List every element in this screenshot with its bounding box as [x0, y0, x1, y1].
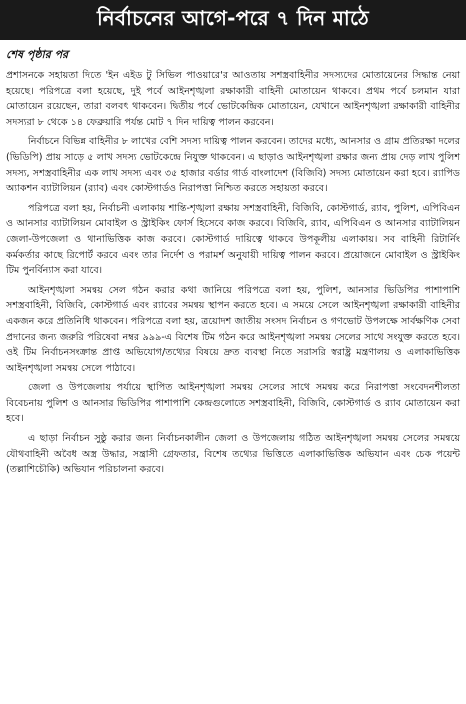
- headline-banner: [0, 0, 466, 40]
- paragraph: এ ছাড়া নির্বাচন সুষ্ঠু করার জন্য নির্বাচনকালীন জেলা ও উপজেলায় গঠিত আইনশৃঙ্খলা সমন্বয় সেলের সমন্বয়ে যৌথবাহিনী অবৈধ অস্ত্র উদ্ধার, সন্ত্রাসী গ্রেফতার, বিশেষ তথ্যের ভিত্তিতে এলাকাভিত্তিক অভিযান এবং চেক পয়েন্ট (তল্লাশিচৌকি) অভিযান পরিচালনা করবে।: [6, 433, 460, 476]
- continued-label: শেষ পৃষ্ঠার পর: [6, 48, 69, 61]
- paragraph: জেলা ও উপজেলায় পর্যায়ে স্থাপিত আইনশৃঙ্খলা সমন্বয় সেলের সাথে সমন্বয় করে নিরাপত্তা সংবেদনশীলতা বিবেচনায় পুলিশ ও আনসার ভিডিপির পাশাপাশি কেন্দ্রগুলোতে সশস্ত্রবাহিনী, বিজিবি, কোস্টগার্ড ও র‌্যাব মোতায়েন করা হবে।: [6, 382, 460, 425]
- article-body: [0, 40, 466, 478]
- paragraph: পরিপত্রে বলা হয়, নির্বাচনী এলাকায় শান্তি-শৃঙ্খলা রক্ষায় সশস্ত্রবাহিনী, বিজিবি, কোস্টগার্ড, র‌্যাব, পুলিশ, এপিবিএন ও আনসার ব্যাটালিয়ন মোবাইল ও স্ট্রাইকিং ফোর্স হিসেবে কাজ করবে। বিজিবি, র‌্যাব, এপিবিএন ও আনসার ব্যাটালিয়ন জেলা-উপজেলা ও থানাভিত্তিক কাজ করবে। কোস্টগার্ড দায়িত্বে থাকবে উপকূলীয় এলাকায়। সব বাহিনী রিটার্নিং কর্মকর্তার কাছে রিপোর্ট করবে এবং তার নির্দেশ ও পরামর্শ অনুযায়ী দায়িত্ব পালন করবে। প্রয়োজনে মোবাইল ও স্ট্রাইকিং টিম পুনর্বিন্যাস করা যাবে।: [6, 202, 460, 277]
- headline: নির্বাচনের আগে-পরে ৭ দিন মাঠে: [96, 5, 370, 30]
- paragraph: আইনশৃঙ্খলা সমন্বয় সেল গঠন করার কথা জানিয়ে পরিপত্রে বলা হয়, পুলিশ, আনসার ভিডিপির পাশাপাশি সশস্ত্রবাহিনী, বিজিবি, কোস্টগার্ড এবং র‌্যাবের সমন্বয় স্থাপন করতে হবে। এ সময়ে সেলে আইনশৃঙ্খলা রক্ষাকারী বাহিনীর একজন করে প্রতিনিধি থাকবেন। পরিপত্রে বলা হয়, ত্রয়োদশ জাতীয় সংসদ নির্বাচন ও গণভোট উপলক্ষে সার্বক্ষণিক সেবা প্রদানের জন্য জরুরি পরিষেবা নম্বর ৯৯৯-এ বিশেষ টিম গঠন করে আইনশৃঙ্খলা সমন্বয় সেলের সাথে সংযুক্ত করতে হবে। ওই টিম নির্বাচনসংক্রান্ত প্রাপ্ত অভিযোগ/তথ্যের বিষয়ে দ্রুত ব্যবস্থা নিতে সরাসরি স্বরাষ্ট্র মন্ত্রণালয় ও এলাকাভিত্তিক আইনশৃঙ্খলা সমন্বয় সেলে পাঠাবে।: [6, 284, 460, 374]
- paragraph: প্রশাসনকে সহায়তা দিতে 'ইন এইড টু সিভিল পাওয়ারে'র আওতায় সশস্ত্রবাহিনীর সদস্যদের মোতায়েনের সিদ্ধান্ত নেয়া হয়েছে। পরিপত্রে বলা হয়েছে, দুই পর্বে আইনশৃঙ্খলা রক্ষাকারী বাহিনী মোতায়েন থাকবে। প্রথম পর্বে চলমান যারা মোতায়েন রয়েছেন, তারা বলবৎ থাকবেন। দ্বিতীয় পর্বে ভোটকেন্দ্রিক মোতায়েন, যেখানে আইনশৃঙ্খলা রক্ষাকারী বাহিনীর সদস্যরা ৮ থেকে ১৪ ফেব্রুয়ারি পর্যন্ত মোট ৭ দিন দায়িত্ব পালন করবেন।: [6, 70, 460, 128]
- paragraph: নির্বাচনে বিভিন্ন বাহিনীর ৮ লাখের বেশি সদস্য দায়িত্ব পালন করবেন। তাদের মধ্যে, আনসার ও গ্রাম প্রতিরক্ষা দলের (ভিডিপি) প্রায় সাড়ে ৫ লাখ সদস্য ভোটকেন্দ্রে নিযুক্ত থাকবেন। এ ছাড়াও আইনশৃঙ্খলা রক্ষার জন্য প্রায় দেড় লাখ পুলিশ সদস্য, সশস্ত্রবাহিনীর এক লাখ সদস্য এবং ৩৫ হাজার বর্ডার গার্ড বাংলাদেশ (বিজিবি) সদস্য মোতায়েন করা হবে। র‌্যাপিড অ্যাকশন ব্যাটালিয়ন (র‌্যাব) এবং কোস্টগার্ডও নিরাপত্তা নিশ্চিত করতে সহায়তা করবে।: [6, 136, 460, 195]
